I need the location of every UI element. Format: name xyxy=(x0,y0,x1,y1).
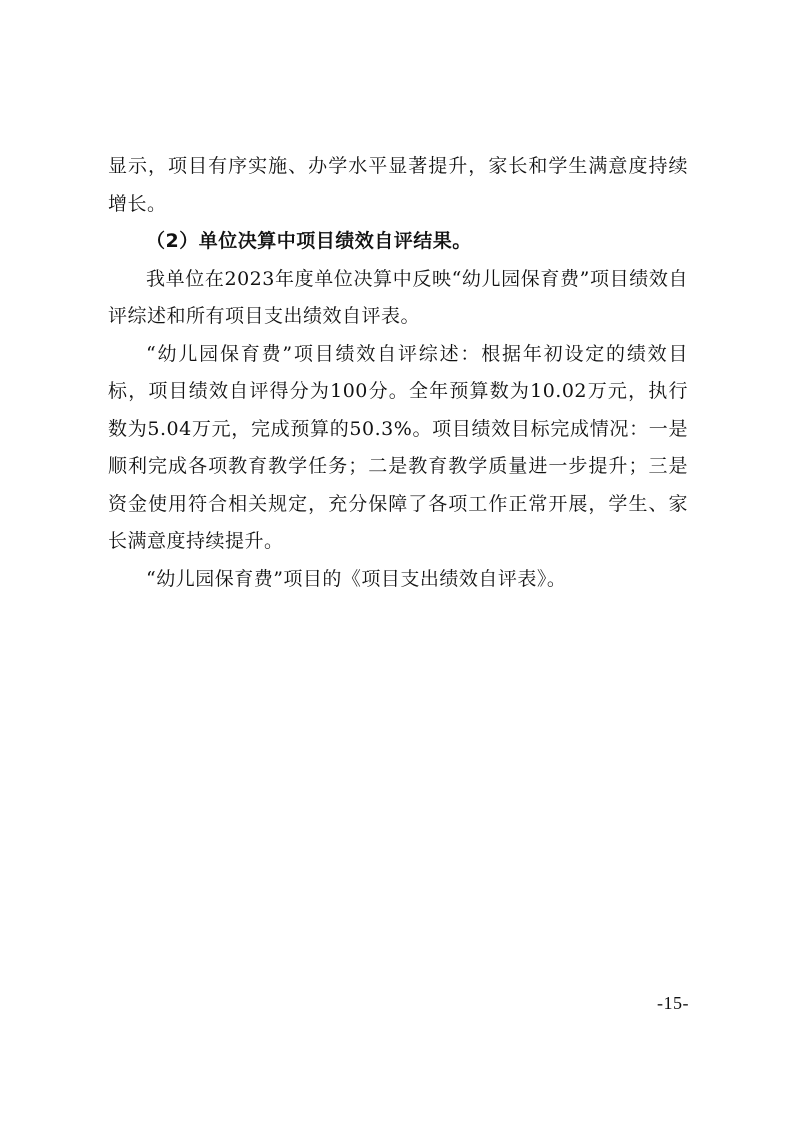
section-heading: （2）单位决算中项目绩效自评结果。 xyxy=(146,230,472,252)
paragraph-continuation: 显示，项目有序实施、办学水平显著提升，家长和学生满意度持续增长。 xyxy=(108,155,688,215)
paragraph-table-reference: “幼儿园保育费”项目的《项目支出绩效自评表》。 xyxy=(146,567,567,590)
document-body xyxy=(108,148,688,598)
page-number: -15- xyxy=(657,993,689,1013)
paragraph-summary-intro: 我单位在2023年度单位决算中反映“幼儿园保育费”项目绩效自评综述和所有项目支出绩效自评表。 xyxy=(108,267,688,327)
paragraph-performance-review: “幼儿园保育费”项目绩效自评综述：根据年初设定的绩效目标，项目绩效自评得分为100分。全年预算数为10.02万元，执行数为5.04万元，完成预算的50.3%。项目绩效目标完成情况：一是顺利完成各项教育教学任务；二是教育教学质量进一步提升；三是资金使用符合相关规定，充分保障了各项工作正常开展，学生、家长满意度持续提升。 xyxy=(108,342,688,552)
